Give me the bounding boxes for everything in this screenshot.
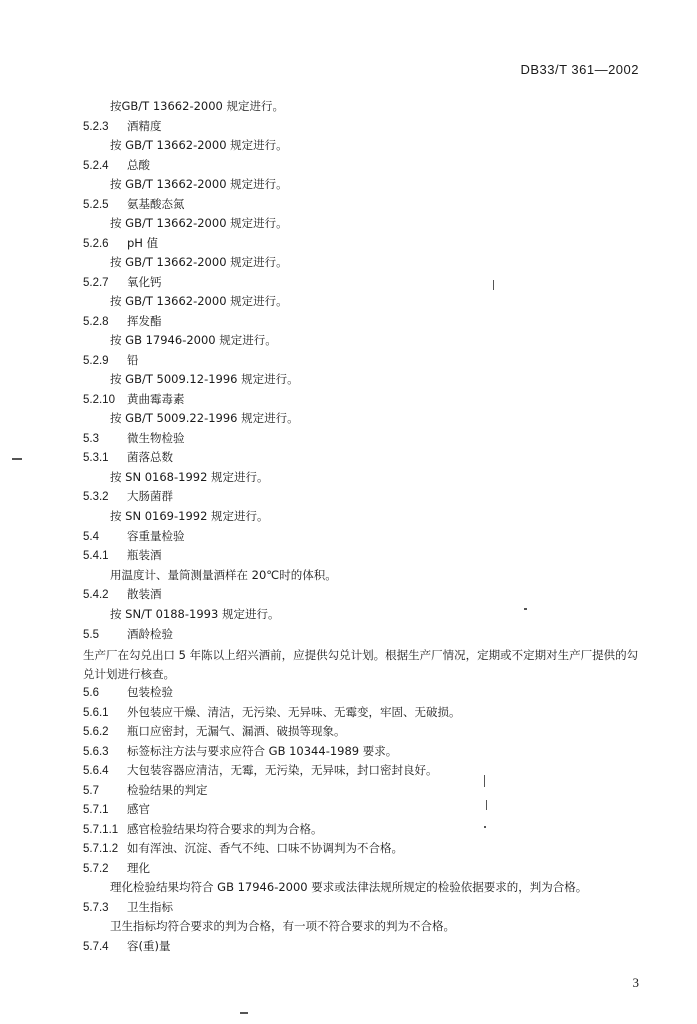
section-number: 5.2.4: [83, 160, 109, 172]
page-number: 3: [632, 975, 639, 990]
section-number: 5.3: [83, 433, 99, 445]
section-line: [83, 353, 139, 368]
section-number: 5.7.4: [83, 941, 109, 953]
section-line: [83, 763, 438, 778]
line-text: 氨基酸态氮: [127, 197, 185, 211]
line-text: 按 GB/T 13662-2000 规定进行。: [110, 177, 288, 191]
section-line: [83, 724, 346, 739]
section-line: [83, 783, 208, 798]
line-text: 容重量检验: [127, 529, 185, 543]
section-line: [83, 841, 403, 856]
scan-speck: [12, 458, 22, 460]
body-line: [110, 138, 288, 152]
line-text: pH 值: [127, 236, 159, 250]
section-number: 5.6.2: [83, 726, 109, 738]
body-line: [110, 919, 455, 933]
section-number: 5.6.1: [83, 707, 109, 719]
line-text: 按 SN 0168-1992 规定进行。: [110, 470, 269, 484]
section-number: 5.7.3: [83, 902, 109, 914]
body-line: [110, 509, 269, 523]
body-line: [110, 294, 288, 308]
section-line: [83, 548, 162, 563]
page-header: DB33/T 361—2002: [520, 62, 639, 77]
section-number: 5.4.2: [83, 589, 109, 601]
section-number: 5.6.4: [83, 765, 109, 777]
line-text: 按 GB/T 13662-2000 规定进行。: [110, 294, 288, 308]
section-line: [83, 197, 185, 212]
scan-speck: [484, 775, 485, 787]
section-number: 5.4: [83, 531, 99, 543]
section-line: [83, 489, 173, 504]
body-line: [110, 880, 587, 894]
section-line: [83, 314, 162, 329]
line-text: 检验结果的判定: [127, 783, 208, 797]
line-text: 包装检验: [127, 685, 173, 699]
section-line: [83, 685, 173, 700]
section-line: [83, 275, 162, 290]
section-line: [83, 861, 150, 876]
line-text: 总酸: [127, 158, 150, 172]
section-number: 5.2.8: [83, 316, 109, 328]
line-text: 酒精度: [127, 119, 162, 133]
line-text: 感官检验结果均符合要求的判为合格。: [127, 822, 323, 836]
line-text: 标签标注方法与要求应符合 GB 10344-1989 要求。: [127, 744, 398, 758]
line-text: 按 GB/T 13662-2000 规定进行。: [110, 255, 288, 269]
body-line: [110, 99, 284, 113]
section-line: [83, 900, 173, 915]
line-text: 瓶装酒: [127, 548, 162, 562]
body-line: [110, 333, 277, 347]
line-text: 用温度计、量筒测量酒样在 20℃时的体积。: [110, 568, 337, 582]
section-number: 5.7.1.2: [83, 843, 119, 855]
line-text: 理化: [127, 861, 150, 875]
scan-speck: [486, 800, 487, 810]
section-number: 5.7: [83, 785, 99, 797]
section-line: [83, 392, 185, 407]
body-line: [110, 177, 288, 191]
line-text: 按 GB/T 5009.12-1996 规定进行。: [110, 372, 299, 386]
body-line: [110, 568, 337, 582]
line-text: 散装酒: [127, 587, 162, 601]
body-line: [110, 411, 299, 425]
line-text: 按 SN/T 0188-1993 规定进行。: [110, 607, 280, 621]
line-text: 按 GB/T 13662-2000 规定进行。: [110, 138, 288, 152]
scan-speck: [493, 280, 494, 290]
section-line: [83, 822, 323, 837]
line-text: 大肠菌群: [127, 489, 173, 503]
section-number: 5.2.9: [83, 355, 109, 367]
line-text: 黄曲霉毒素: [127, 392, 185, 406]
section-number: 5.7.1.1: [83, 824, 119, 836]
section-line: [83, 705, 461, 720]
section-line: [83, 529, 185, 544]
section-number: 5.6: [83, 687, 99, 699]
section-number: 5.6.3: [83, 746, 109, 758]
line-text: 按 GB 17946-2000 规定进行。: [110, 333, 277, 347]
section-number: 5.2.10: [83, 394, 115, 406]
section-line: [83, 431, 185, 446]
line-text: 菌落总数: [127, 450, 173, 464]
section-number: 5.2.6: [83, 238, 109, 250]
body-line: [110, 216, 288, 230]
line-text: 氧化钙: [127, 275, 162, 289]
line-text: 外包装应干燥、清洁，无污染、无异味、无霉变，牢固、无破损。: [127, 705, 461, 719]
section-number: 5.7.1: [83, 804, 109, 816]
section-line: [83, 627, 173, 642]
section-line: [83, 236, 158, 251]
section-number: 5.3.2: [83, 491, 109, 503]
section-number: 5.4.1: [83, 550, 109, 562]
line-text: 挥发酯: [127, 314, 162, 328]
scan-speck: [240, 1012, 248, 1014]
line-text: 容(重)量: [127, 939, 171, 953]
line-text: 感官: [127, 802, 150, 816]
line-text: 大包装容器应清洁，无霉，无污染，无异味，封口密封良好。: [127, 763, 438, 777]
section-line: [83, 119, 162, 134]
line-text: 卫生指标均符合要求的判为合格，有一项不符合要求的判为不合格。: [110, 919, 455, 933]
line-text: 按 GB/T 5009.22-1996 规定进行。: [110, 411, 299, 425]
section-line: [83, 450, 173, 465]
scan-speck: [484, 826, 486, 828]
section-number: 5.5: [83, 629, 99, 641]
section-line: [83, 744, 397, 759]
section-line: [83, 802, 150, 817]
line-text: 按GB/T 13662-2000 规定进行。: [110, 99, 285, 113]
line-text: 生产厂在勾兑出口 5 年陈以上绍兴酒前，应提供勾兑计划。根据生产厂情况，定期或不定期对生产厂提供的勾兑计划进行核查。: [83, 648, 639, 681]
section-number: 5.7.2: [83, 863, 109, 875]
line-text: 瓶口应密封，无漏气、漏酒、破损等现象。: [127, 724, 346, 738]
section-line: [83, 587, 162, 602]
section-number: 5.2.3: [83, 121, 109, 133]
section-line: [83, 939, 170, 954]
section-number: 5.2.5: [83, 199, 109, 211]
section-number: 5.2.7: [83, 277, 109, 289]
line-text: 铅: [127, 353, 139, 367]
body-line: [110, 607, 279, 621]
body-line: [110, 255, 288, 269]
line-text: 按 SN 0169-1992 规定进行。: [110, 509, 269, 523]
line-text: 卫生指标: [127, 900, 173, 914]
line-text: 理化检验结果均符合 GB 17946-2000 要求或法律法规所规定的检验依据要求的，判为合格。: [110, 880, 588, 894]
scan-speck: [524, 608, 527, 610]
line-text: 按 GB/T 13662-2000 规定进行。: [110, 216, 288, 230]
line-text: 如有浑浊、沉淀、香气不纯、口味不协调判为不合格。: [127, 841, 403, 855]
line-text: 微生物检验: [127, 431, 185, 445]
section-number: 5.3.1: [83, 452, 109, 464]
line-text: 酒龄检验: [127, 627, 173, 641]
body-line: [110, 372, 299, 386]
body-line: [110, 470, 269, 484]
section-line: [83, 158, 150, 173]
paragraph: [83, 646, 643, 684]
